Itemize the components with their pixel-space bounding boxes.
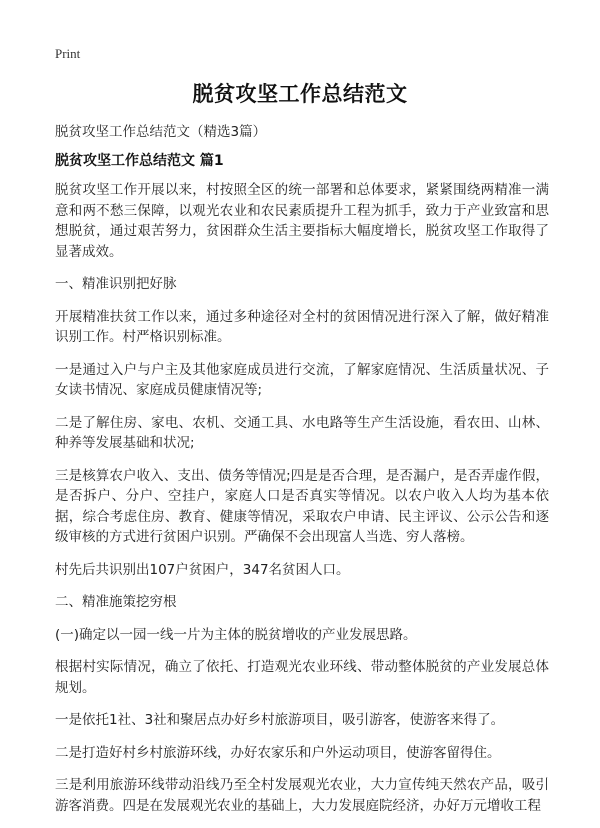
page-title: 脱贫攻坚工作总结范文 xyxy=(192,82,408,106)
body-paragraph: 三是利用旅游环线带动沿线乃至全村发展观光农业，大力宣传纯天然农产品，吸引游客消费。四是在发展观光农业的基础上，大力发展庭院经济，办好万元增收工程 xyxy=(55,777,549,814)
body-paragraph: 根据村实际情况，确立了依托、打造观光农业环线、带动整体脱贫的产业发展总体规划。 xyxy=(55,659,549,696)
body-paragraph: 一是依托1社、3社和聚居点办好乡村旅游项目，吸引游客，使游客来得了。 xyxy=(55,712,505,728)
body-paragraph: 二是打造好村乡村旅游环线，办好农家乐和户外运动项目，使游客留得住。 xyxy=(55,744,501,761)
print-link[interactable]: Print xyxy=(55,46,81,61)
body-paragraph: 二是了解住房、家电、农机、交通工具、水电路等生产生活设施，看农田、山林、种养等发展基础和状况; xyxy=(55,414,549,451)
body-paragraph: 三是核算农户收入、支出、债务等情况;四是是否合理，是否漏户，是否弄虚作假，是否拆户、分户、空挂户，家庭人口是否真实等情况。以农户收入人均为基本依据，综合考虑住房、教育、健康等情况，采取农户申请、民主评议、公示公告和逐级审核的方式进行贫困户识别。严确保不会出现富人当选、穷人落榜。 xyxy=(55,467,549,545)
section-heading: 脱贫攻坚工作总结范文 篇1 xyxy=(55,153,224,169)
body-paragraph: 一是通过入户与户主及其他家庭成员进行交流，了解家庭情况、生活质量状况、子女读书情况、家庭成员健康情况等; xyxy=(55,361,549,398)
body-paragraph: 村先后共识别出107户贫困户，347名贫困人口。 xyxy=(55,561,350,578)
body-paragraph: (一)确定以一园一线一片为主体的脱贫增收的产业发展思路。 xyxy=(55,626,417,643)
subsection-heading: 一、精准识别把好脉 xyxy=(55,276,177,292)
body-paragraph: 开展精准扶贫工作以来，通过多种途径对全村的贫困情况进行深入了解，做好精准识别工作。村严格识别标准。 xyxy=(55,308,549,345)
subsection-heading: 二、精准施策挖穷根 xyxy=(55,594,177,610)
document-subtitle: 脱贫攻坚工作总结范文（精选3篇） xyxy=(55,124,267,140)
body-paragraph: 脱贫攻坚工作开展以来，村按照全区的统一部署和总体要求，紧紧围绕两精准一满意和两不愁三保障，以观光农业和农民素质提升工程为抓手，致力于产业致富和思想脱贫，通过艰苦努力，贫困群众生活主要指标大幅度增长，脱贫攻坚工作取得了显著成效。 xyxy=(55,182,549,260)
document-body xyxy=(55,180,549,824)
